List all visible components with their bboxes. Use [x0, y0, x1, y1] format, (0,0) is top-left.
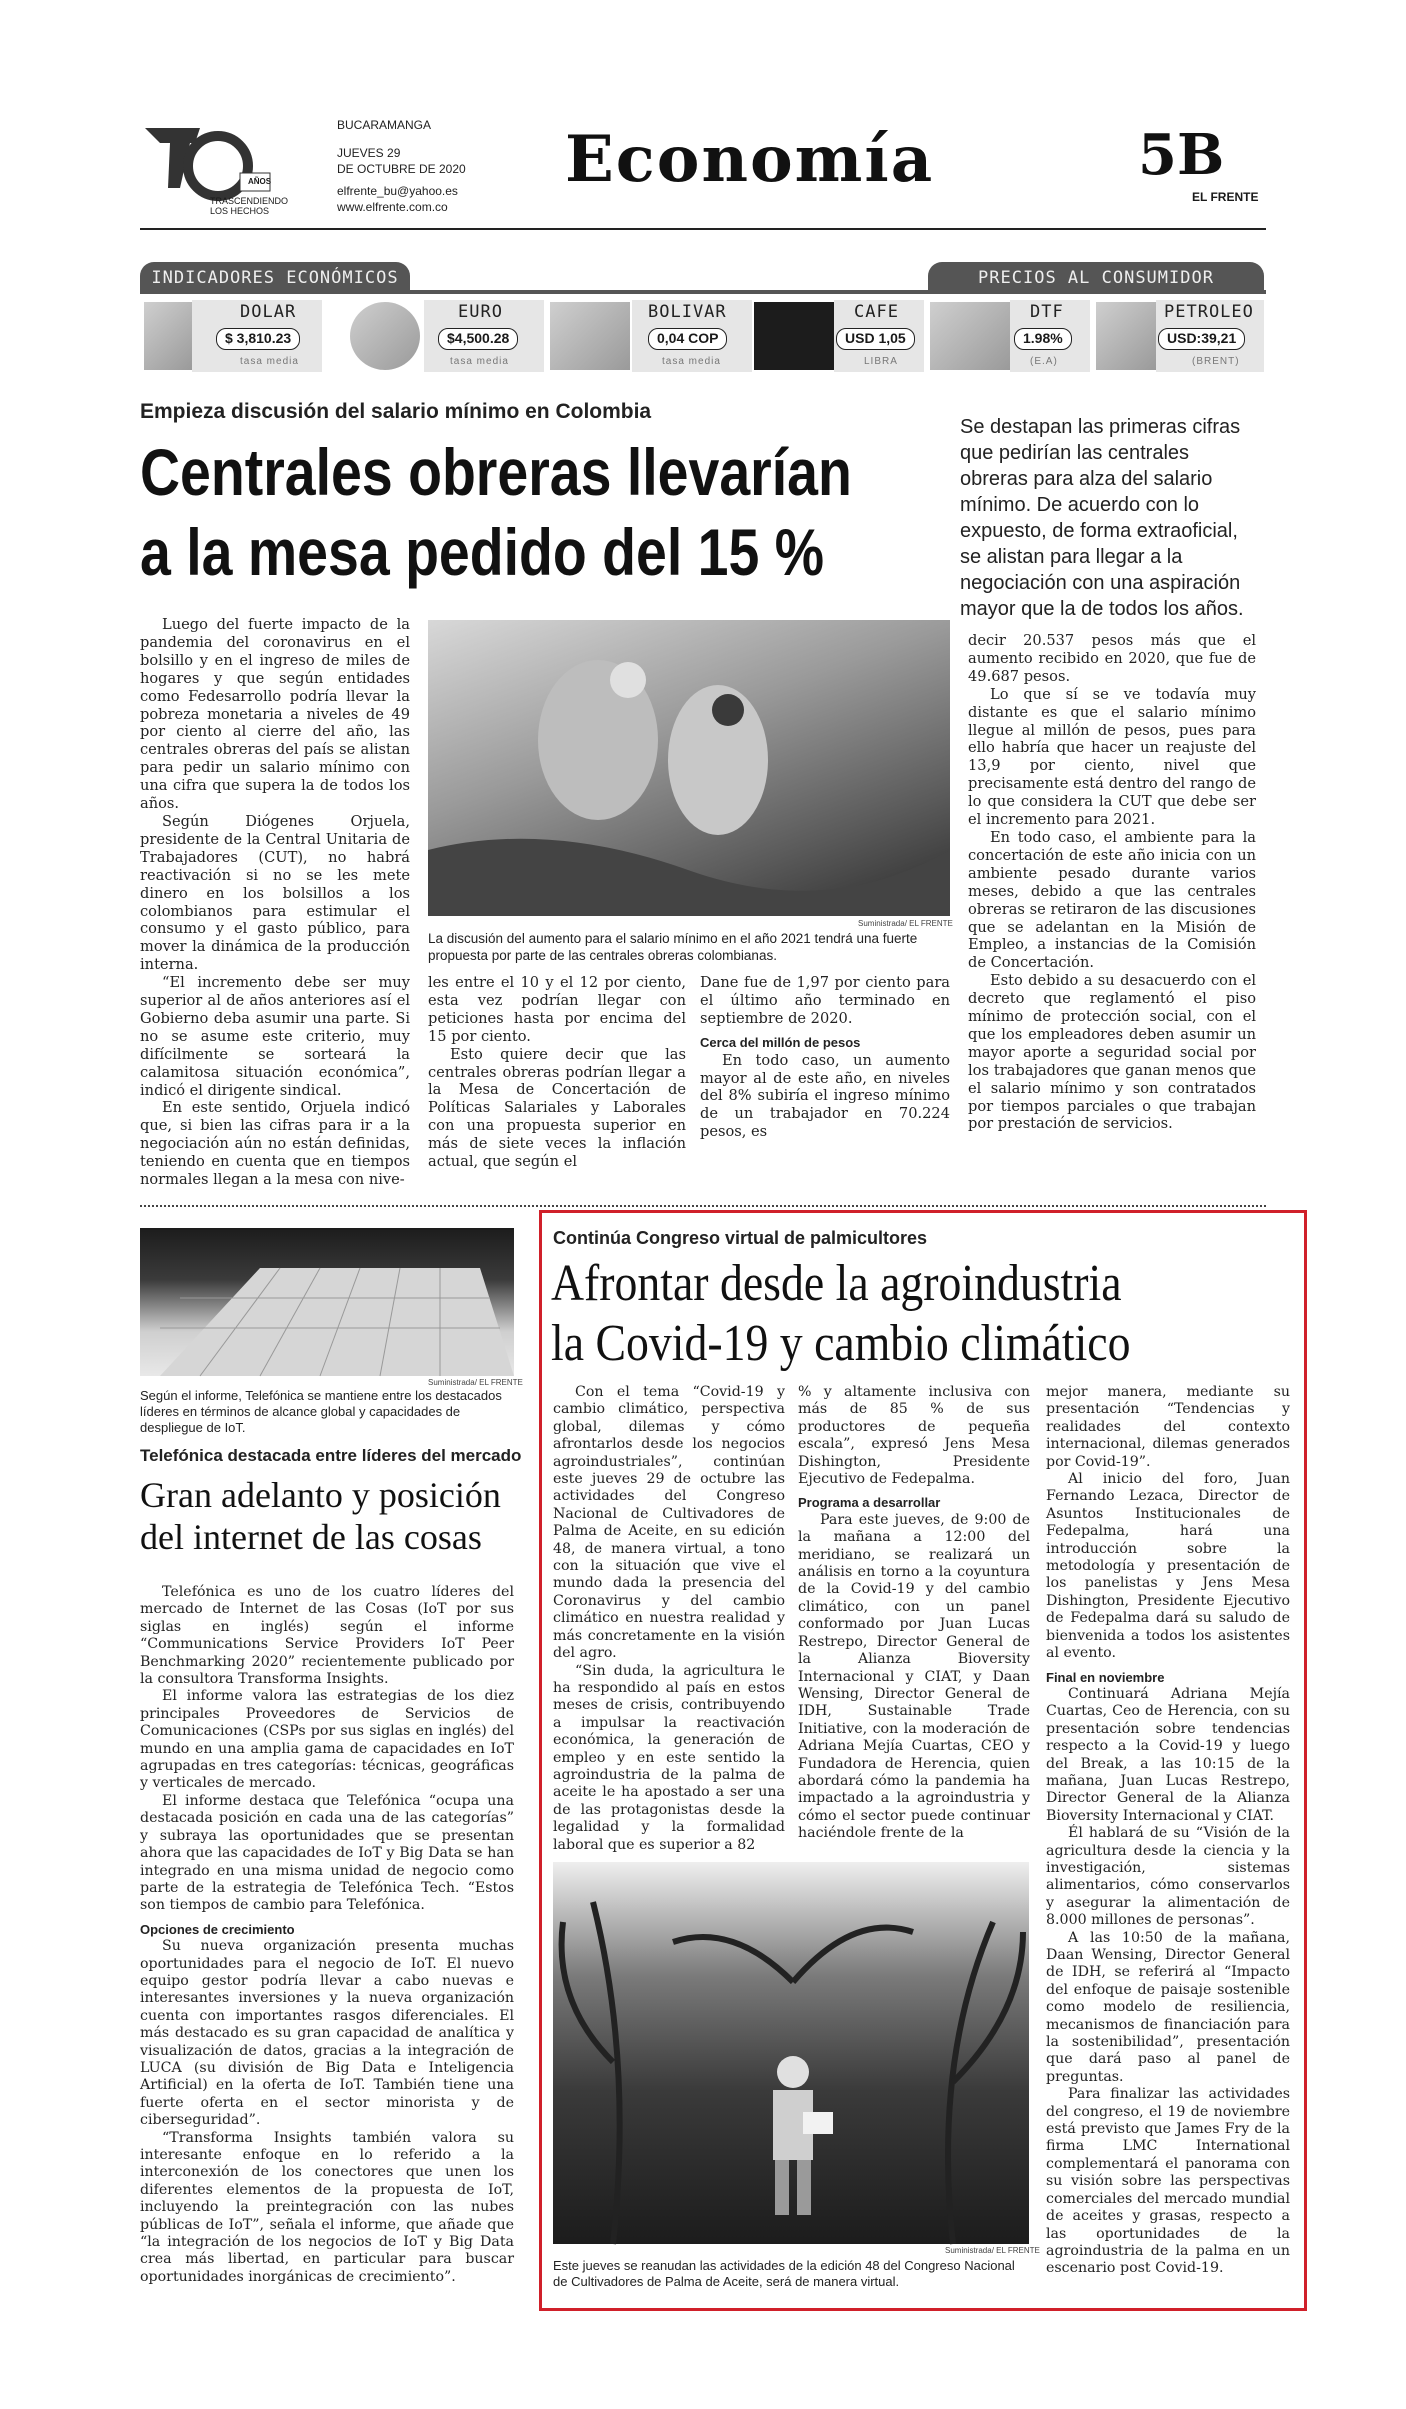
indicator-name: DOLAR [240, 302, 297, 322]
paragraph: El informe destaca que Telefónica “ocupa una destacada posición en cada una de las categorías” y subraya las oportunidades que se presentan ahora que las capacidades de IoT y Big Data se han integrado en una misma unidad de negocio como parte de la estrategia de Telefónica Tech. “Estos son tiempos de cambio para Telefónica. [140, 1792, 514, 1914]
story3-photo [553, 1862, 1029, 2244]
indicator-value: USD 1,05 [836, 328, 915, 350]
paragraph: % y altamente inclusiva con más de 85 % de sus productores de pequeña escala”, expresó Jens Mesa Dishington, Presidente Ejecutivo de Fedepalma. [798, 1384, 1030, 1488]
indicator-name: CAFE [854, 302, 899, 322]
story-divider [140, 1205, 1266, 1207]
story2-photo-credit: Suministrada/ EL FRENTE [428, 1378, 523, 1387]
story1-headline-line1: Centrales obreras llevarían [140, 435, 852, 509]
paragraph: En este sentido, Orjuela indicó que, si bien las cifras para ir a la negociación aún no están definidas, teniendo en cuenta que en tiempos normales llegan a la mesa con nive- [140, 1099, 410, 1189]
subheading: Opciones de crecimiento [140, 1921, 295, 1937]
logo [140, 118, 320, 218]
indicators-strip [140, 262, 1266, 378]
masthead-web[interactable]: www.elfrente.com.co [337, 200, 448, 214]
story1-col2 [428, 974, 686, 1174]
story3-headline-line1: Afrontar desde la agroindustria [551, 1255, 1122, 1312]
paragraph: Esto debido a su desacuerdo con el decreto que reglamentó el piso mínimo de protección social, con el que los empleadores deben asumir un mayor aporte a seguridad social por los trabajadores que ganan menos que el salario mínimo y son contratados por tiempos parciales o que trabajan por prestación de servicios. [968, 972, 1256, 1133]
story2-photo [140, 1228, 514, 1376]
story3-headline-line2: la Covid-19 y cambio climático [551, 1315, 1131, 1372]
paragraph: Con el tema “Covid-19 y cambio climático, perspectiva global, dilemas y cómo afrontarlos desde los negocios agroindustriales”, continúan este jueves 29 de octubre las actividades del Congreso Nacional de Cultivadores de Palma de Aceite, en su edición 48, de manera virtual, a tono con la situación que vive el mundo dada la presencia del Coronavirus y del cambio climático en nuestra realidad y más concretamente en la visión del agro. [553, 1384, 785, 1662]
indicator-note: LIBRA [864, 356, 898, 367]
story1-deck: Se destapan las primeras cifras que pedirían las centrales obreras para alza del salario mínimo. De acuerdo con lo expuesto, de forma extraoficial, se alistan para llegar a la negociación con una aspiración mayor que la de todos los años. [960, 416, 1244, 620]
story1-photo-credit: Suministrada/ EL FRENTE [858, 919, 953, 928]
paragraph: decir 20.537 pesos más que el aumento recibido en 2020, que fue de 49.687 pesos. [968, 632, 1256, 685]
indicator-note: tasa media [240, 356, 299, 367]
masthead-date-line1: JUEVES 29 [337, 146, 401, 160]
masthead-email[interactable]: elfrente_bu@yahoo.es [337, 184, 458, 198]
indicator-note: tasa media [450, 356, 509, 367]
indicators-left-tab: INDICADORES ECONÓMICOS [140, 262, 410, 294]
story2-body [140, 1584, 514, 2304]
paragraph: Continuará Adriana Mejía Cuartas, Ceo de Herencia, con su presentación sobre tendencias respecto a la Covid-19 y luego del Break, a las 10:15 de la mañana, Juan Lucas Restrepo, Director General de la Alianza Bioversity Internacional y CIAT. [1046, 1685, 1290, 1824]
paragraph: Él hablará de su “Visión de la agricultura desde la ciencia y la investigación, sistemas alimentarios, cómo conservarlos y asegurar la alimentación de 8.000 millones de personas”. [1046, 1825, 1290, 1929]
indicator-value: $ 3,810.23 [216, 328, 300, 350]
dollar-bill-icon [144, 302, 192, 370]
section-title: Economía [565, 122, 935, 197]
logo-motto [210, 196, 288, 216]
indicator-name: PETROLEO [1164, 302, 1254, 322]
masthead-city: BUCARAMANGA [337, 118, 432, 132]
logo-motto-line1: TRASCENDIENDO [210, 196, 289, 206]
indicator-value: USD:39,21 [1158, 328, 1245, 350]
story3-caption: Este jueves se reanudan las actividades de la edición 48 del Congreso Nacional de Cultivadores de Palma de Aceite, será de manera virtual. [553, 2258, 1015, 2289]
indicator-note: (BRENT) [1192, 356, 1240, 367]
story3-col1 [553, 1384, 785, 1853]
subheading: Final en noviembre [1046, 1669, 1165, 1685]
story1-photo [428, 620, 950, 916]
story3-kicker: Continúa Congreso virtual de palmicultores [553, 1228, 928, 1248]
story1-kicker: Empieza discusión del salario mínimo en Colombia [140, 400, 652, 423]
story2-headline [140, 1474, 540, 1558]
paragraph: Luego del fuerte impacto de la pandemia del coronavirus en el bolsillo y en el ingreso de miles de hogares y que según entidades como Fedesarrollo podría llevar la pobreza monetaria a niveles de 49 por ciento al cierre del año, las centrales obreras del país se alistan para pedir un salario mínimo con una cifra que supera la de todos los años. [140, 616, 410, 813]
euro-coin-icon [350, 302, 420, 370]
paragraph: Según Diógenes Orjuela, presidente de la Central Unitaria de Trabajadores (CUT), no habrá reactivación si no se les mete dinero en los bolsillos a los colombianos para estimular el consumo y el gasto público, para mover la dinámica de la producción interna. [140, 812, 410, 974]
paragraph: Su nueva organización presenta muchas oportunidades para el negocio de IoT. El nuevo equipo gestor podría llevar a cabo nuevas e interesantes inversiones y la nueva organización cuenta con importantes rasgos diferenciales. El más destacado es su gran capacidad de analítica y visualización de datos, gracias a la integración de LUCA (su división de Big Data e Inteligencia Artificial) en la oferta de IoT. También tiene una fuerte oferta en el sector minorista y de ciberseguridad”. [140, 1938, 514, 2129]
story2-kicker: Telefónica destacada entre líderes del mercado [140, 1446, 522, 1465]
story1-headline-line2: a la mesa pedido del 15 % [140, 515, 825, 589]
indicator-value: 1.98% [1014, 328, 1072, 350]
masthead-rule [140, 228, 1266, 230]
masthead-info [337, 118, 466, 216]
indicator-note: (E.A) [1030, 356, 1058, 367]
masthead-date-line2: DE OCTUBRE DE 2020 [337, 162, 466, 176]
workers-photo-icon [428, 620, 950, 916]
indicator-name: DTF [1030, 302, 1064, 322]
paragraph: mejor manera, mediante su presentación “Tendencias y realidades del contexto internacional, dilemas generados por Covid-19”. [1046, 1384, 1290, 1470]
story1-col1 [140, 616, 410, 1189]
story1-col4 [968, 632, 1256, 1182]
story3-headline [551, 1254, 1202, 1374]
buildings-icon [930, 302, 1010, 370]
paragraph: les entre el 10 y el 12 por ciento, esta vez podrían llegar con peticiones hasta por encima del 15 por ciento. [428, 974, 686, 1045]
story1-caption: La discusión del aumento para el salario mínimo en el año 2021 tendrá una fuerte propuesta por parte de las centrales obreras colombianas. [428, 931, 918, 963]
bolivar-bill-icon [550, 302, 630, 370]
story3-col2 [798, 1384, 1030, 1844]
paragraph: Para finalizar las actividades del congreso, el 19 de noviembre está previsto que James Fry de la firma LMC International complementará el panorama con su visión sobre las perspectivas comerciales del mercado mundial de aceites y grasas, respecto a las oportunidades de la agroindustria de la palma en un escenario post Covid-19. [1046, 2086, 1290, 2277]
coffee-beans-icon [754, 302, 834, 370]
story2-headline-line1: Gran adelanto y posición [140, 1475, 501, 1515]
paragraph: Telefónica es uno de los cuatro líderes del mercado de Internet de las Cosas (IoT por sus siglas en inglés) según el informe “Communications Service Providers IoT Peer Benchmarking 2020” recientemente publicado por la consultora Transforma Insights. [140, 1584, 514, 1688]
paragraph: A las 10:50 de la mañana, Daan Wensing, Director General de IDH, se referirá al “Impacto del enfoque de paisaje sostenible como modelo de resiliencia, mecanismos de financiación para la sostenibilidad”, presentación que dará paso al panel de preguntas. [1046, 1929, 1290, 2085]
paragraph: Para este jueves, de 9:00 de la mañana a 12:00 del meridiano, se realizará un análisis en torno a la coyuntura de la Covid-19 y del cambio climático, con un panel conformado por Juan Lucas Restrepo, Director General de la Alianza Bioversity Internacional y CIAT, y Daan Wensing, Director General de IDH, Sustainable Trade Initiative, con la moderación de Adriana Mejía Cuartas, CEO y Fundadora de Herencia, quien abordará cómo la pandemia ha impactado a la agroindustria y cómo el sector puede continuar haciéndole frente de la [798, 1511, 1030, 1842]
paragraph: “Sin duda, la agricultura le ha respondido al país en estos meses de crisis, contribuyendo a impulsar la reactivación económica, la generación de empleo y en este sentido la agroindustria de la palma de aceite le ha apostado a ser una de las protagonistas desde la legalidad y la formalidad laboral que es superior a 82 [553, 1662, 785, 1853]
page-number: 5B [1138, 122, 1225, 188]
story1-col3 [700, 974, 950, 1174]
logo-years: AÑOS [248, 177, 272, 186]
story3-col3 [1046, 1384, 1290, 2300]
paragraph: El informe valora las estrategias de los diez principales Proveedores de Servicios de Comunicaciones (CSPs por sus siglas en inglés) del mundo en una amplia gama de capacidades en IoT agrupadas en tres categorías: técnicas, geográficas y verticales de mercado. [140, 1688, 514, 1792]
oil-pump-icon [1096, 302, 1156, 370]
page-brand: EL FRENTE [1192, 190, 1259, 204]
paragraph: Lo que sí se ve todavía muy distante es que el salario mínimo llegue al millón de pesos, pues para ello habría que hacer un reajuste del 13,9 por ciento, nivel que precisamente está dentro del rango de lo que considera la CUT que debe ser el incremento para 2021. [968, 685, 1256, 829]
paragraph: En todo caso, el ambiente para la concertación de este año inicia con un ambiente pesado durante varios meses, debido a que las centrales obreras se retiraron de las discusiones que se adelantan en la Misión de Empleo, a instancias de la Comisión de Concertación. [968, 828, 1256, 972]
indicator-value: $4,500.28 [438, 328, 518, 350]
telefonica-building-icon [140, 1228, 514, 1376]
paragraph: Esto quiere decir que las centrales obreras podrían llegar a la Mesa de Concertación de Políticas Salariales y Laborales con una propuesta superior en más de siete veces la inflación actual, que según el [428, 1045, 686, 1171]
subheading: Cerca del millón de pesos [700, 1034, 861, 1050]
indicator-name: BOLIVAR [648, 302, 727, 322]
story1-headline [140, 432, 854, 592]
story2-headline-line2: del internet de las cosas [140, 1517, 482, 1557]
paragraph: Dane fue de 1,97 por ciento para el último año terminado en septiembre de 2020. [700, 974, 950, 1027]
paragraph: “Transforma Insights también valora su interesante enfoque en lo referido a la interconexión de los conectores que unen los diferentes elementos de la propuesta de IoT, incluyendo la preintegración con las nubes públicas de IoT”, señala el informe, que añade que “la integración de los negocios de IoT y Big Data crea más libertad, en particular para buscar oportunidades inorgánicas de crecimiento”. [140, 2129, 514, 2285]
story2-caption: Según el informe, Telefónica se mantiene entre los destacados líderes en términos de alcance global y capacidades de despliegue de IoT. [140, 1388, 502, 1435]
indicator-note: tasa media [662, 356, 721, 367]
indicator-name: EURO [458, 302, 503, 322]
paragraph: En todo caso, un aumento mayor al de este año, en niveles del 8% subiría el ingreso mínimo de un trabajador en 70.224 pesos, es [700, 1051, 950, 1141]
paragraph: “El incremento debe ser muy superior al de años anteriores así el Gobierno deba asumir una parte. Si no se asume este criterio, muy difícilmente se sorteará la calamitosa situación económica”, indicó el dirigente sindical. [140, 974, 410, 1099]
indicators-band [140, 290, 1266, 294]
indicators-right-tab: PRECIOS AL CONSUMIDOR [928, 262, 1264, 294]
subheading: Programa a desarrollar [798, 1495, 941, 1511]
indicator-value: 0,04 COP [648, 328, 727, 350]
paragraph: Al inicio del foro, Juan Fernando Lezaca, Director de Asuntos Institucionales de Fedepalma, hará una introducción sobre la metodología y presentación de los panelistas y Jens Mesa Dishington, Presidente Ejecutivo de Fedepalma dará su saludo de bienvenida a todos los asistentes al evento. [1046, 1471, 1290, 1662]
story3-photo-credit: Suministrada/ EL FRENTE [945, 2246, 1040, 2255]
palm-worker-photo-icon [553, 1862, 1029, 2244]
logo-motto-line2: LOS HECHOS [210, 206, 270, 216]
